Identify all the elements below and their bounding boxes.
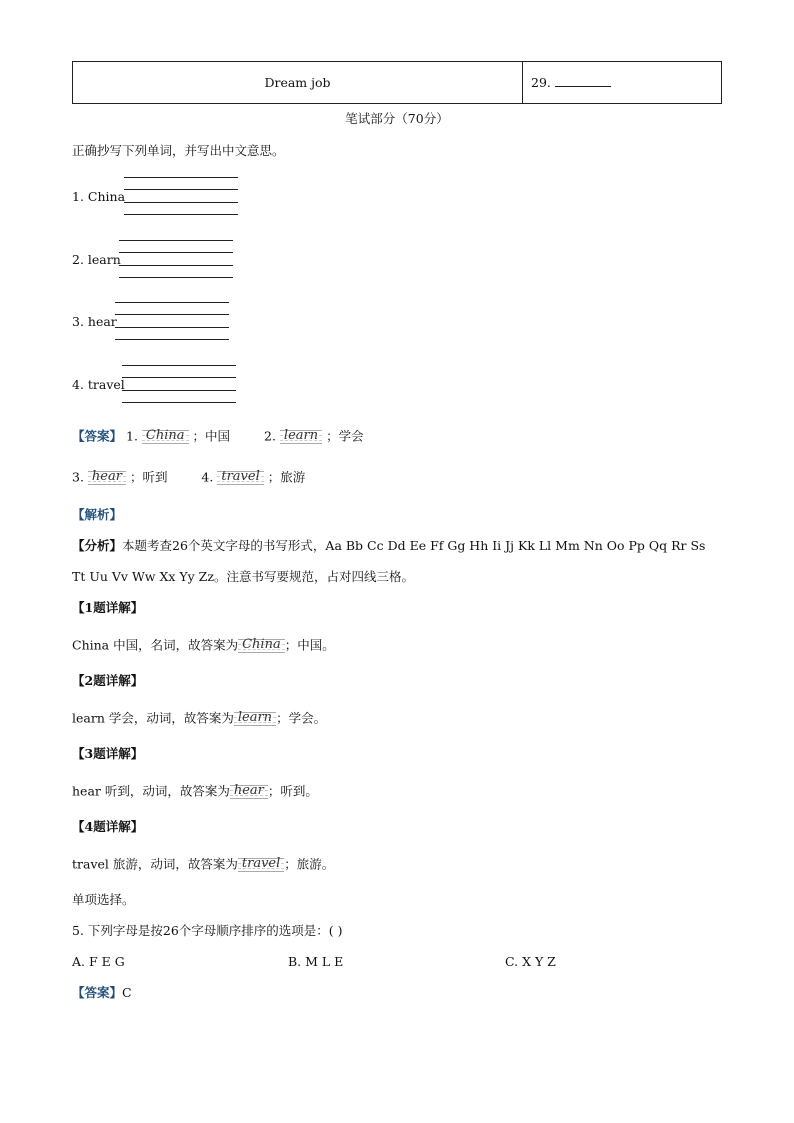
detail-text-1: China 中国，名词，故答案为 China ；中国。 <box>72 636 335 656</box>
detail-text-3: hear 听到，动词，故答案为 hear ；听到。 <box>72 782 318 802</box>
answer-meaning-1: ；中国 <box>192 428 231 444</box>
handwritten-detail-1: China <box>238 636 285 656</box>
detail-title-3: 【3题详解】 <box>72 746 144 761</box>
question-number-29: 29. <box>531 75 551 90</box>
top-table <box>72 61 722 104</box>
detail-title-1: 【1题详解】 <box>72 600 144 615</box>
word-label-3: 3. hear <box>72 314 117 329</box>
option-b[interactable]: B. M L E <box>288 954 344 969</box>
handwritten-detail-3: hear <box>230 782 268 802</box>
answer-5-tag: 【答案】 <box>72 985 123 1000</box>
answer-num-2: 2. <box>264 428 276 444</box>
option-a[interactable]: A. F E G <box>72 954 125 969</box>
answer-meaning-2: ；学会 <box>326 428 364 444</box>
writing-grid-2[interactable] <box>119 240 233 279</box>
single-choice-heading: 单项选择。 <box>72 892 135 907</box>
detail-title-4: 【4题详解】 <box>72 819 144 834</box>
handwritten-word-2: learn <box>280 427 322 447</box>
word-label-1: 1. China <box>72 189 126 204</box>
option-c[interactable]: C. X Y Z <box>505 954 556 969</box>
detail-title-2: 【2题详解】 <box>72 673 144 688</box>
writing-grid-4[interactable] <box>122 365 236 404</box>
detail-text-4: travel 旅游，动词，故答案为 travel ；旅游。 <box>72 855 334 875</box>
writing-grid-3[interactable] <box>115 302 229 341</box>
analysis-text-1: 本题考查26个英文字母的书写形式，Aa Bb Cc Dd Ee Ff Gg Hh Ii Jj Kk Ll Mm Nn Oo Pp Qq Rr Ss <box>122 538 706 553</box>
answer-5-value: C <box>122 985 132 1000</box>
answer-row-2 <box>72 468 305 488</box>
answer-tag: 【答案】 <box>72 428 123 444</box>
analysis-tag: 【解析】 <box>72 507 123 522</box>
question-5-stem: 5. 下列字母是按26个字母顺序排序的选项是：( ) <box>72 923 343 938</box>
answer-num-4: 4. <box>201 469 214 485</box>
answer-meaning-3: ；听到 <box>129 469 168 485</box>
detail-text-2: learn 学会，动词，故答案为 learn ；学会。 <box>72 709 326 729</box>
answer-5 <box>72 987 132 1000</box>
analysis-line-2: Tt Uu Vv Ww Xx Yy Zz。注意书写要规范，占对四线三格。 <box>72 569 414 584</box>
handwritten-detail-4: travel <box>238 855 284 875</box>
answer-num-3: 3. <box>72 469 84 485</box>
answer-num-1: 1. <box>126 428 138 444</box>
table-cell-answer <box>523 62 721 103</box>
word-label-2: 2. learn <box>72 252 121 267</box>
handwritten-detail-2: learn <box>234 709 276 729</box>
handwritten-word-3: hear <box>88 468 126 488</box>
instruction: 正确抄写下列单词，并写出中文意思。 <box>72 143 285 158</box>
answer-meaning-4: ；旅游 <box>267 469 306 485</box>
table-cell-topic <box>73 62 523 103</box>
answer-row-1 <box>72 427 364 447</box>
answer-blank[interactable] <box>555 78 611 87</box>
writing-grid-1[interactable] <box>124 177 238 216</box>
handwritten-word-4: travel <box>217 468 263 488</box>
handwritten-word-1: China <box>142 427 189 447</box>
section-title: 笔试部分（70分） <box>345 111 449 126</box>
word-label-4: 4. travel <box>72 377 125 392</box>
analysis-line-1 <box>72 540 705 553</box>
analysis-sub-tag: 【分析】 <box>72 538 123 553</box>
table-cell-topic-text: Dream job <box>264 75 331 90</box>
